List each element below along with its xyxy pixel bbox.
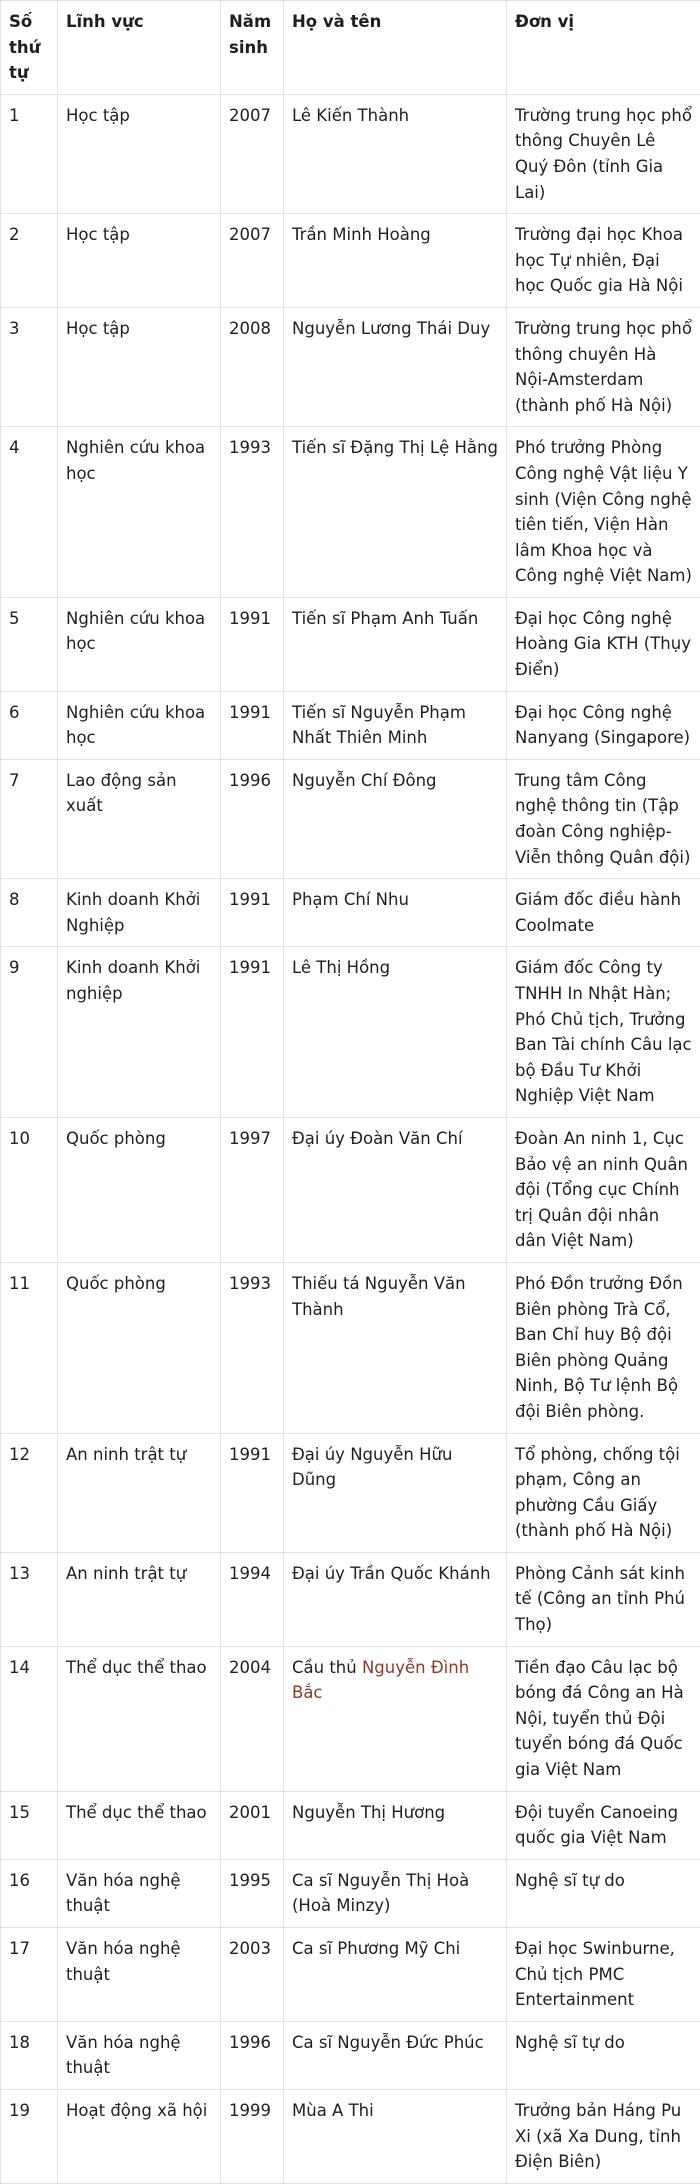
table-row	[1, 691, 700, 759]
cell-stt: 7	[1, 759, 58, 878]
cell-unit: Trưởng bản Háng Pu Xi (xã Xa Dung, tỉnh Điện Biên)	[507, 2089, 700, 2183]
cell-year: 2003	[221, 1928, 284, 2022]
table-row	[1, 2089, 700, 2183]
cell-stt: 10	[1, 1117, 58, 1262]
cell-field: An ninh trật tự	[58, 1552, 221, 1646]
cell-name: Phạm Chí Nhu	[284, 879, 507, 947]
cell-field: Kinh doanh Khởi Nghiệp	[58, 879, 221, 947]
cell-stt: 2	[1, 214, 58, 308]
cell-unit: Phó trưởng Phòng Công nghệ Vật liệu Y sinh (Viện Công nghệ tiên tiến, Viện Hàn lâm Khoa học và Công nghệ Việt Nam)	[507, 427, 700, 598]
header-unit: Đơn vị	[507, 1, 700, 95]
cell-field: Lao động sản xuất	[58, 759, 221, 878]
header-field: Lĩnh vực	[58, 1, 221, 95]
cell-stt: 5	[1, 597, 58, 691]
cell-name: Mùa A Thi	[284, 2089, 507, 2183]
cell-stt: 8	[1, 879, 58, 947]
cell-unit: Trung tâm Công nghệ thông tin (Tập đoàn Công nghiệp-Viễn thông Quân đội)	[507, 759, 700, 878]
cell-year: 1991	[221, 879, 284, 947]
cell-unit: Đoàn An ninh 1, Cục Bảo vệ an ninh Quân đội (Tổng cục Chính trị Quân đội nhân dân Việt Nam)	[507, 1117, 700, 1262]
cell-field: Quốc phòng	[58, 1117, 221, 1262]
cell-name	[284, 1646, 507, 1791]
cell-field: Thể dục thể thao	[58, 1791, 221, 1859]
cell-stt: 1	[1, 94, 58, 213]
cell-year: 1994	[221, 1552, 284, 1646]
cell-field: Học tập	[58, 94, 221, 213]
cell-stt: 4	[1, 427, 58, 598]
table-row	[1, 1646, 700, 1791]
person-link[interactable]: Nguyễn Đình Bắc	[292, 1658, 469, 1703]
cell-name: Tiến sĩ Nguyễn Phạm Nhất Thiên Minh	[284, 691, 507, 759]
cell-name: Nguyễn Thị Hương	[284, 1791, 507, 1859]
table-row	[1, 1928, 700, 2022]
cell-year: 2001	[221, 1791, 284, 1859]
table-row	[1, 2021, 700, 2089]
cell-field: Văn hóa nghệ thuật	[58, 2021, 221, 2089]
cell-field: Học tập	[58, 307, 221, 426]
header-name: Họ và tên	[284, 1, 507, 95]
table-row	[1, 597, 700, 691]
cell-field: Nghiên cứu khoa học	[58, 597, 221, 691]
cell-stt: 9	[1, 947, 58, 1118]
name-prefix: Cầu thủ	[292, 1658, 362, 1677]
table-header-row	[1, 1, 700, 95]
cell-unit: Đại học Swinburne, Chủ tịch PMC Entertainment	[507, 1928, 700, 2022]
cell-stt: 11	[1, 1262, 58, 1433]
cell-year: 2007	[221, 214, 284, 308]
cell-year: 1996	[221, 2021, 284, 2089]
cell-unit: Đại học Công nghệ Hoàng Gia KTH (Thụy Điển)	[507, 597, 700, 691]
cell-name: Lê Kiến Thành	[284, 94, 507, 213]
cell-stt: 12	[1, 1433, 58, 1552]
table-row	[1, 214, 700, 308]
cell-unit: Trường đại học Khoa học Tự nhiên, Đại học Quốc gia Hà Nội	[507, 214, 700, 308]
cell-unit: Nghệ sĩ tự do	[507, 2021, 700, 2089]
cell-stt: 18	[1, 2021, 58, 2089]
cell-name: Thiếu tá Nguyễn Văn Thành	[284, 1262, 507, 1433]
cell-year: 1993	[221, 427, 284, 598]
cell-unit: Đội tuyển Canoeing quốc gia Việt Nam	[507, 1791, 700, 1859]
cell-stt: 16	[1, 1859, 58, 1927]
cell-year: 1996	[221, 759, 284, 878]
cell-name: Nguyễn Lương Thái Duy	[284, 307, 507, 426]
cell-name: Tiến sĩ Đặng Thị Lệ Hằng	[284, 427, 507, 598]
cell-field: Nghiên cứu khoa học	[58, 427, 221, 598]
cell-field: Quốc phòng	[58, 1262, 221, 1433]
header-year: Năm sinh	[221, 1, 284, 95]
table-row	[1, 1859, 700, 1927]
cell-unit: Nghệ sĩ tự do	[507, 1859, 700, 1927]
cell-unit: Phòng Cảnh sát kinh tế (Công an tỉnh Phú Thọ)	[507, 1552, 700, 1646]
cell-name: Ca sĩ Phương Mỹ Chi	[284, 1928, 507, 2022]
cell-year: 1997	[221, 1117, 284, 1262]
cell-unit: Giám đốc điều hành Coolmate	[507, 879, 700, 947]
table-row	[1, 879, 700, 947]
cell-field: Thể dục thể thao	[58, 1646, 221, 1791]
cell-field: Văn hóa nghệ thuật	[58, 1928, 221, 2022]
cell-name: Đại úy Đoàn Văn Chí	[284, 1117, 507, 1262]
cell-stt: 15	[1, 1791, 58, 1859]
cell-unit: Phó Đồn trưởng Đồn Biên phòng Trà Cổ, Ban Chỉ huy Bộ đội Biên phòng Quảng Ninh, Bộ Tư lệnh Bộ đội Biên phòng.	[507, 1262, 700, 1433]
cell-year: 1999	[221, 2089, 284, 2183]
cell-unit: Trường trung học phổ thông chuyên Hà Nội-Amsterdam (thành phố Hà Nội)	[507, 307, 700, 426]
cell-name: Tiến sĩ Phạm Anh Tuấn	[284, 597, 507, 691]
cell-unit: Tổ phòng, chống tội phạm, Công an phường Cầu Giấy (thành phố Hà Nội)	[507, 1433, 700, 1552]
cell-year: 1995	[221, 1859, 284, 1927]
table-row	[1, 1552, 700, 1646]
cell-field: An ninh trật tự	[58, 1433, 221, 1552]
cell-name: Ca sĩ Nguyễn Đức Phúc	[284, 2021, 507, 2089]
table-row	[1, 307, 700, 426]
cell-year: 2004	[221, 1646, 284, 1791]
cell-unit: Giám đốc Công ty TNHH In Nhật Hàn; Phó Chủ tịch, Trưởng Ban Tài chính Câu lạc bộ Đầu Tư Khởi Nghiệp Việt Nam	[507, 947, 700, 1118]
cell-stt: 19	[1, 2089, 58, 2183]
table-row	[1, 1262, 700, 1433]
cell-year: 1991	[221, 597, 284, 691]
cell-field: Hoạt động xã hội	[58, 2089, 221, 2183]
cell-name: Trần Minh Hoàng	[284, 214, 507, 308]
table-row	[1, 947, 700, 1118]
cell-year: 1991	[221, 691, 284, 759]
cell-field: Kinh doanh Khởi nghiệp	[58, 947, 221, 1118]
table-body	[1, 94, 700, 2183]
table-row	[1, 1433, 700, 1552]
cell-name: Đại úy Nguyễn Hữu Dũng	[284, 1433, 507, 1552]
cell-field: Học tập	[58, 214, 221, 308]
cell-unit: Trường trung học phổ thông Chuyên Lê Quý Đôn (tỉnh Gia Lai)	[507, 94, 700, 213]
cell-year: 2007	[221, 94, 284, 213]
cell-field: Nghiên cứu khoa học	[58, 691, 221, 759]
table-row	[1, 94, 700, 213]
cell-unit: Tiền đạo Câu lạc bộ bóng đá Công an Hà Nội, tuyển thủ Đội tuyển bóng đá Quốc gia Việt Nam	[507, 1646, 700, 1791]
cell-stt: 3	[1, 307, 58, 426]
cell-stt: 13	[1, 1552, 58, 1646]
table-row	[1, 427, 700, 598]
cell-year: 1991	[221, 947, 284, 1118]
cell-stt: 14	[1, 1646, 58, 1791]
cell-name: Lê Thị Hồng	[284, 947, 507, 1118]
cell-year: 1993	[221, 1262, 284, 1433]
table-row	[1, 1791, 700, 1859]
cell-unit: Đại học Công nghệ Nanyang (Singapore)	[507, 691, 700, 759]
cell-name: Ca sĩ Nguyễn Thị Hoà (Hoà Minzy)	[284, 1859, 507, 1927]
cell-field: Văn hóa nghệ thuật	[58, 1859, 221, 1927]
cell-year: 2008	[221, 307, 284, 426]
cell-stt: 6	[1, 691, 58, 759]
cell-stt: 17	[1, 1928, 58, 2022]
cell-name: Đại úy Trần Quốc Khánh	[284, 1552, 507, 1646]
header-stt: Số thứ tự	[1, 1, 58, 95]
table-row	[1, 759, 700, 878]
cell-year: 1991	[221, 1433, 284, 1552]
table-row	[1, 1117, 700, 1262]
cell-name: Nguyễn Chí Đông	[284, 759, 507, 878]
